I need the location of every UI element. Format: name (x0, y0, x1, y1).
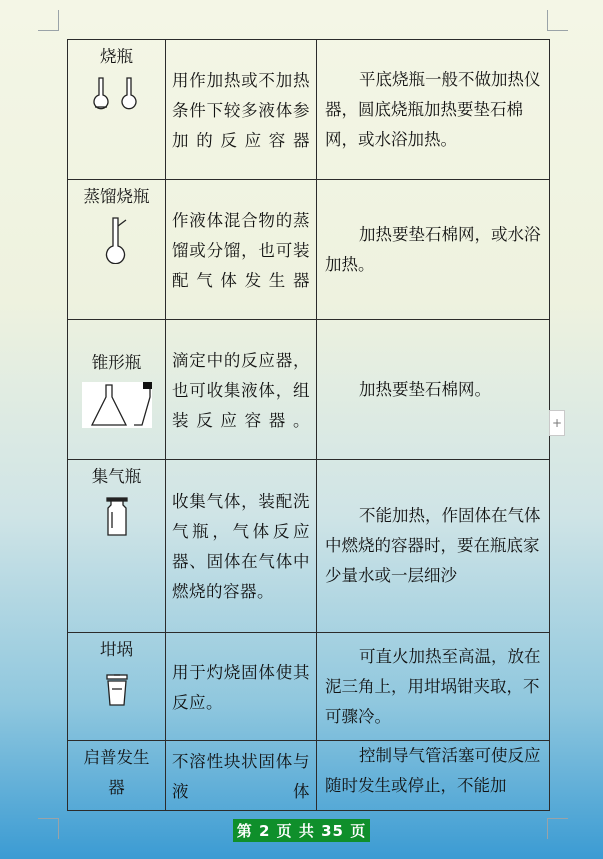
crop-mark-top-right (547, 10, 568, 31)
table-row (68, 320, 550, 460)
use-cell: 收集气体，装配洗气瓶，气体反应器、固体在气体中燃烧的容器。 (166, 460, 317, 633)
name-cell (68, 741, 166, 811)
note-cell: 控制导气管活塞可使反应随时发生或停止，不能加 (317, 741, 550, 811)
use-cell: 作液体混合物的蒸馏或分馏，也可装配气体发生器 (166, 180, 317, 320)
expand-button[interactable]: + (549, 410, 565, 436)
conical-flask-icon (82, 382, 152, 428)
table-row (68, 633, 550, 741)
name-cell (68, 633, 166, 741)
crop-mark-top-left (38, 10, 59, 31)
note-cell: 可直火加热至高温，放在泥三角上，用坩埚钳夹取，不可骤冷。 (317, 633, 550, 741)
apparatus-name: 蒸馏烧瓶 (83, 187, 150, 206)
apparatus-name: 锥形瓶 (91, 353, 142, 372)
flask-icons (89, 76, 145, 110)
note-cell: 不能加热，作固体在气体中燃烧的容器时，要在瓶底家少量水或一层细沙 (317, 460, 550, 633)
table-row (68, 40, 550, 180)
apparatus-name: 集气瓶 (91, 467, 142, 486)
note-cell: 平底烧瓶一般不做加热仪器，圆底烧瓶加热要垫石棉网，或水浴加热。 (317, 40, 550, 180)
note-cell: 加热要垫石棉网，或水浴加热。 (317, 180, 550, 320)
table-row (68, 741, 550, 811)
use-cell: 滴定中的反应器，也可收集液体，组装反应容器。 (166, 320, 317, 460)
use-cell: 不溶性块状固体与液体 (166, 741, 317, 811)
distilling-flask-icon (102, 216, 132, 264)
apparatus-name: 坩埚 (100, 640, 133, 659)
name-cell (68, 460, 166, 633)
table-row (68, 180, 550, 320)
note-cell: 加热要垫石棉网。 (317, 320, 550, 460)
crucible-icon (102, 669, 132, 709)
apparatus-name: 启普发生器 (83, 748, 150, 797)
name-cell (68, 180, 166, 320)
page-number-label: 第 2 页 共 35 页 (233, 819, 370, 842)
gas-jar-icon (102, 496, 132, 538)
apparatus-table (67, 39, 550, 811)
use-cell: 用作加热或不加热条件下较多液体参加的反应容器 (166, 40, 317, 180)
name-cell (68, 320, 166, 460)
use-cell: 用于灼烧固体使其反应。 (166, 633, 317, 741)
table-row (68, 460, 550, 633)
name-cell (68, 40, 166, 180)
page-footer (0, 819, 603, 842)
apparatus-name: 烧瓶 (100, 47, 133, 66)
